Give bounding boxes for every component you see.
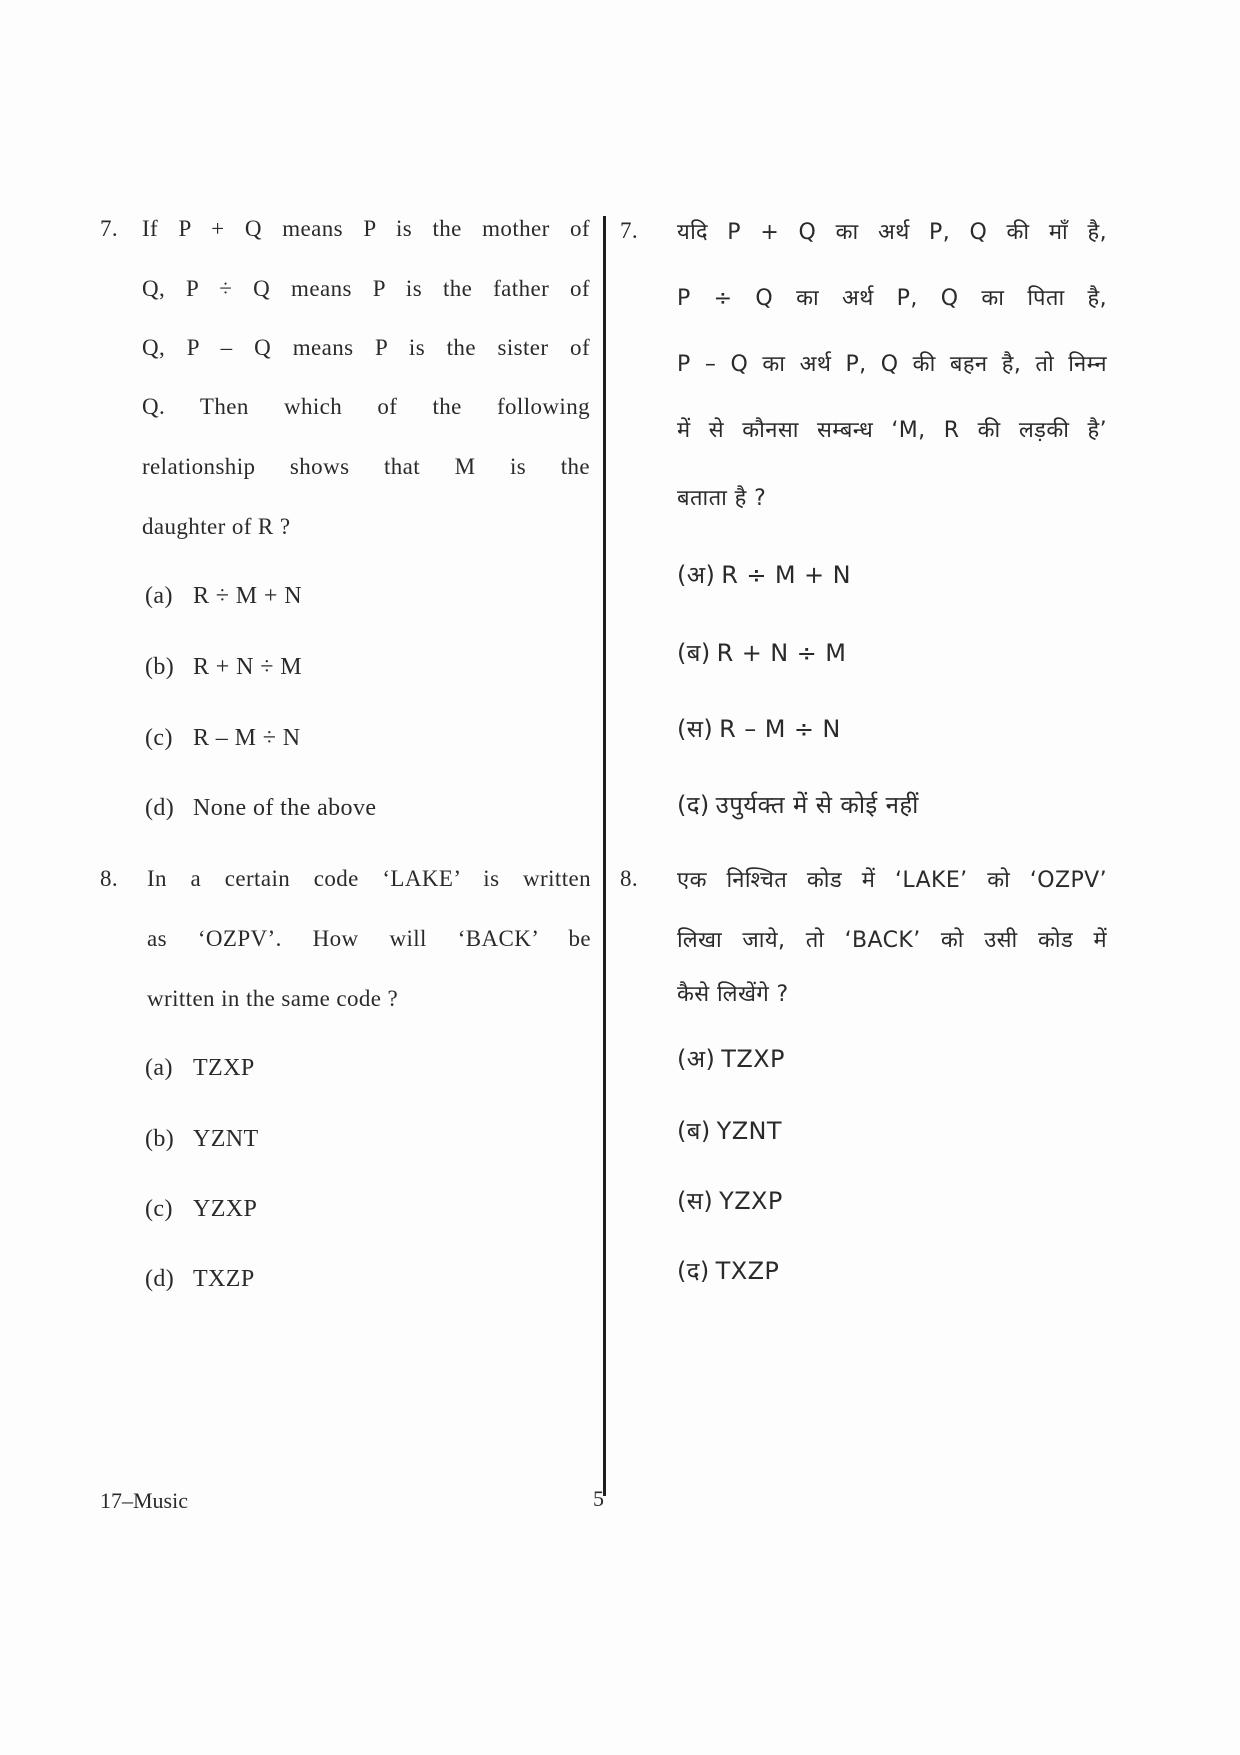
option-text: R – M ÷ N xyxy=(193,725,301,751)
option-label: (ब) xyxy=(677,1117,711,1145)
option-text: YZXP xyxy=(719,1187,783,1215)
option-text: R ÷ M + N xyxy=(193,583,302,609)
option-text: TXZP xyxy=(193,1266,255,1292)
option-b xyxy=(145,654,302,681)
option-text: उपुर्यक्त में से कोई नहीं xyxy=(715,791,919,819)
option-b xyxy=(677,636,846,669)
option-text: None of the above xyxy=(193,795,377,821)
question-text-line: P – Q का अर्थ P, Q की बहन है, तो निम्न xyxy=(677,352,1107,377)
question-text-line: Q, P ÷ Q means P is the father of xyxy=(142,276,590,301)
question-text-line: as ‘OZPV’. How will ‘BACK’ be xyxy=(147,926,591,951)
question-text-line: में से कौनसा सम्बन्ध ‘M, R की लड़की है’ xyxy=(677,418,1107,443)
question-number: 7. xyxy=(620,218,639,243)
question-text-line: Q. Then which of the following xyxy=(142,394,590,419)
option-label: (c) xyxy=(145,1196,173,1222)
option-text: YZNT xyxy=(193,1126,259,1152)
option-d xyxy=(677,788,919,821)
option-label: (अ) xyxy=(677,561,716,589)
option-label: (b) xyxy=(145,654,175,680)
option-a xyxy=(145,583,302,610)
question-text-line: In a certain code ‘LAKE’ is written xyxy=(147,866,591,891)
option-label: (b) xyxy=(145,1126,175,1152)
option-label: (स) xyxy=(677,715,714,743)
question-text-line: यदि P + Q का अर्थ P, Q की माँ है, xyxy=(677,220,1107,245)
question-text-line: कैसे लिखेंगे ? xyxy=(677,982,789,1007)
question-text-line: relationship shows that M is the xyxy=(142,454,590,479)
question-number: 8. xyxy=(620,866,639,891)
option-text: TZXP xyxy=(193,1055,255,1081)
question-text-line: बताता है ? xyxy=(677,486,767,511)
question-number: 7. xyxy=(100,216,119,241)
page-number: 5 xyxy=(593,1486,604,1511)
question-text-line: एक निश्चित कोड में ‘LAKE’ को ‘OZPV’ xyxy=(677,868,1107,893)
option-text: R – M ÷ N xyxy=(719,715,841,743)
option-a xyxy=(145,1055,255,1082)
option-label: (a) xyxy=(145,583,173,609)
column-divider xyxy=(603,216,606,1496)
option-text: YZNT xyxy=(716,1117,782,1145)
option-label: (d) xyxy=(145,795,175,821)
option-label: (d) xyxy=(145,1266,175,1292)
option-text: TZXP xyxy=(721,1045,785,1073)
question-text-line: daughter of R ? xyxy=(142,514,291,539)
option-d xyxy=(145,795,376,822)
subject-code: 17–Music xyxy=(100,1488,188,1513)
question-text-line: written in the same code ? xyxy=(147,986,399,1011)
question-text-line: लिखा जाये, तो ‘BACK’ को उसी कोड में xyxy=(677,928,1107,953)
question-number: 8. xyxy=(100,866,119,891)
option-c xyxy=(677,712,841,745)
option-label: (अ) xyxy=(677,1045,716,1073)
option-text: TXZP xyxy=(715,1257,780,1285)
option-b xyxy=(145,1126,259,1153)
option-d xyxy=(677,1254,779,1287)
option-label: (a) xyxy=(145,1055,173,1081)
question-text-line: If P + Q means P is the mother of xyxy=(142,216,590,241)
option-c xyxy=(145,1196,257,1223)
option-label: (c) xyxy=(145,725,173,751)
option-label: (द) xyxy=(677,791,710,819)
option-d xyxy=(145,1266,255,1293)
option-label: (द) xyxy=(677,1257,710,1285)
option-label: (ब) xyxy=(677,639,711,667)
option-label: (स) xyxy=(677,1187,714,1215)
option-c xyxy=(677,1184,783,1217)
question-text-line: P ÷ Q का अर्थ P, Q का पिता है, xyxy=(677,286,1107,311)
option-c xyxy=(145,725,300,752)
option-text: R + N ÷ M xyxy=(193,654,302,680)
option-b xyxy=(677,1114,782,1147)
option-text: YZXP xyxy=(193,1196,258,1222)
question-text-line: Q, P – Q means P is the sister of xyxy=(142,335,590,360)
option-text: R ÷ M + N xyxy=(721,561,851,589)
option-a xyxy=(677,558,851,591)
option-text: R + N ÷ M xyxy=(716,639,847,667)
option-a xyxy=(677,1042,785,1075)
